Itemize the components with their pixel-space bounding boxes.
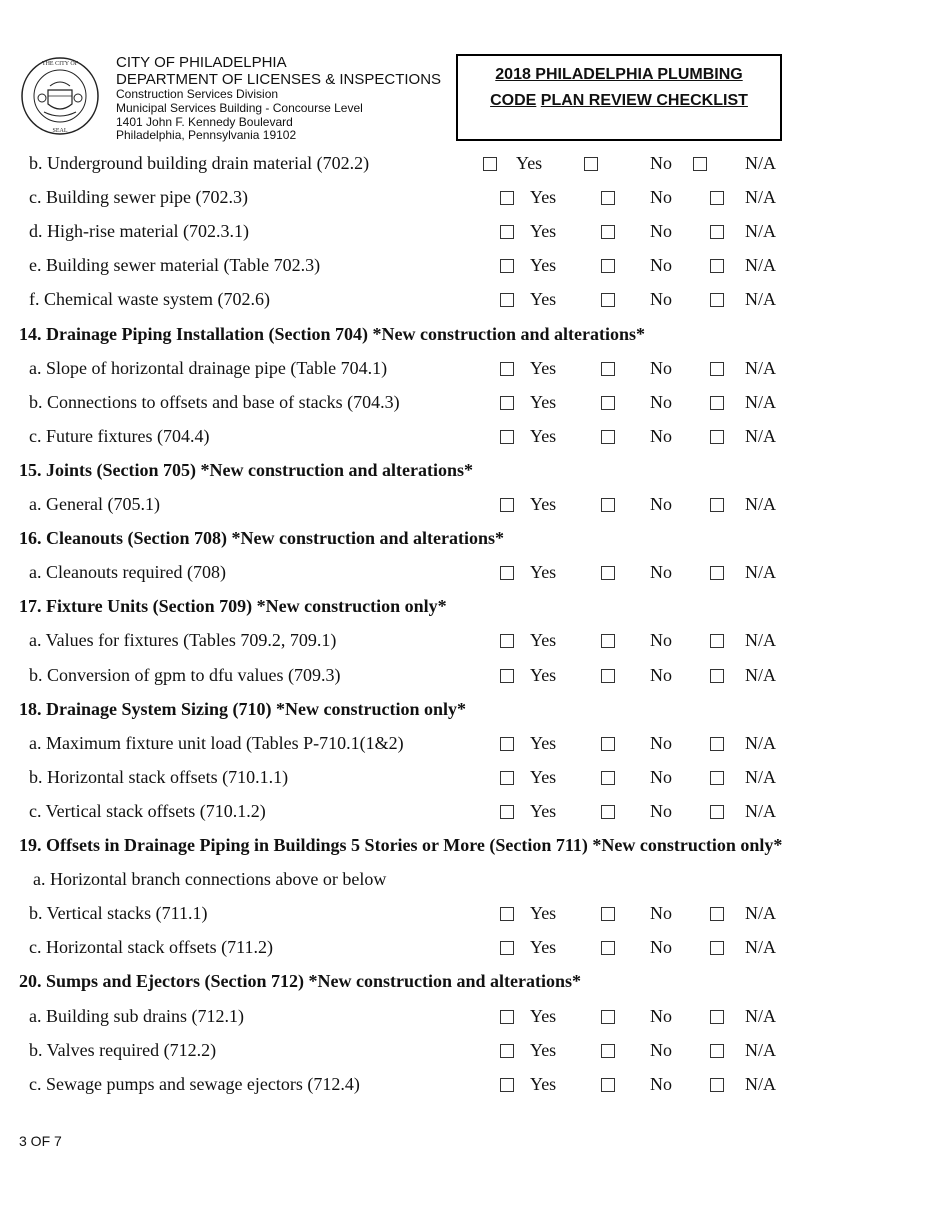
na-option-label: N/A (745, 1074, 776, 1094)
checklist-row (0, 767, 950, 797)
na-option-label: N/A (745, 392, 776, 412)
item-label: a. Maximum fixture unit load (Tables P-710.1(1&2) (29, 733, 404, 753)
no-checkbox[interactable] (601, 225, 615, 239)
yes-checkbox[interactable] (500, 191, 514, 205)
na-option-label: N/A (745, 426, 776, 446)
item-label: b. Vertical stacks (711.1) (29, 903, 208, 923)
item-label: c. Building sewer pipe (702.3) (29, 187, 248, 207)
street-address: 1401 John F. Kennedy Boulevard (116, 114, 293, 129)
no-option-label: No (650, 289, 672, 309)
yes-checkbox[interactable] (500, 293, 514, 307)
yes-option-label: Yes (530, 426, 557, 446)
na-option-label: N/A (745, 562, 776, 582)
section-heading (0, 971, 950, 1001)
no-option-label: No (650, 494, 672, 514)
section-heading-text: 20. Sumps and Ejectors (Section 712) *New construction and alterations* (19, 971, 581, 991)
no-option-label: No (650, 767, 672, 787)
checklist-row (0, 1006, 950, 1036)
item-label: c. Horizontal stack offsets (711.2) (29, 937, 273, 957)
na-option-label: N/A (745, 358, 776, 378)
na-checkbox[interactable] (710, 191, 724, 205)
item-label: c. Future fixtures (704.4) (29, 426, 210, 446)
checklist-row (0, 221, 950, 251)
item-label: a. Building sub drains (712.1) (29, 1006, 244, 1026)
yes-checkbox[interactable] (500, 1078, 514, 1092)
na-option-label: N/A (745, 733, 776, 753)
item-label: c. Sewage pumps and sewage ejectors (712.4) (29, 1074, 360, 1094)
na-checkbox[interactable] (710, 293, 724, 307)
section-heading-text: 15. Joints (Section 705) *New construction and alterations* (19, 460, 473, 480)
yes-option-label: Yes (530, 1074, 557, 1094)
item-label: f. Chemical waste system (702.6) (29, 289, 270, 309)
na-option-label: N/A (745, 801, 776, 821)
na-option-label: N/A (745, 630, 776, 650)
checklist-row (0, 562, 950, 592)
no-option-label: No (650, 187, 672, 207)
na-checkbox[interactable] (710, 634, 724, 648)
yes-option-label: Yes (530, 801, 557, 821)
checklist-row (0, 665, 950, 695)
yes-option-label: Yes (530, 187, 557, 207)
section-heading (0, 596, 950, 626)
yes-checkbox[interactable] (500, 634, 514, 648)
svg-text:THE CITY OF: THE CITY OF (41, 61, 79, 67)
no-option-label: No (650, 937, 672, 957)
section-heading-text: 16. Cleanouts (Section 708) *New construction and alterations* (19, 528, 504, 548)
checklist-row (0, 801, 950, 831)
item-label: e. Building sewer material (Table 702.3) (29, 255, 321, 275)
na-checkbox[interactable] (710, 225, 724, 239)
na-checkbox[interactable] (710, 1044, 724, 1058)
na-checkbox[interactable] (710, 771, 724, 785)
item-label: a. Slope of horizontal drainage pipe (Table 704.1) (29, 358, 388, 378)
yes-checkbox[interactable] (483, 157, 497, 171)
na-option-label: N/A (745, 255, 776, 275)
section-heading-text: 14. Drainage Piping Installation (Section 704) *New construction and alterations* (19, 324, 646, 344)
yes-option-label: Yes (530, 767, 557, 787)
na-checkbox[interactable] (710, 259, 724, 273)
na-checkbox[interactable] (710, 1010, 724, 1024)
checklist-row (0, 187, 950, 217)
yes-option-label: Yes (530, 289, 557, 309)
item-label: b. Underground building drain material (702.2) (29, 153, 370, 173)
document-title-line2: PLAN REVIEW CHECKLIST (540, 92, 748, 109)
no-option-label: No (650, 392, 672, 412)
item-label: a. General (705.1) (29, 494, 160, 514)
yes-option-label: Yes (530, 562, 557, 582)
checklist-row (0, 869, 950, 899)
yes-option-label: Yes (530, 494, 557, 514)
no-option-label: No (650, 1074, 672, 1094)
na-checkbox[interactable] (710, 941, 724, 955)
yes-checkbox[interactable] (500, 430, 514, 444)
no-checkbox[interactable] (601, 396, 615, 410)
item-label: b. Conversion of gpm to dfu values (709.3) (29, 665, 341, 685)
yes-checkbox[interactable] (500, 771, 514, 785)
yes-checkbox[interactable] (500, 941, 514, 955)
na-option-label: N/A (745, 903, 776, 923)
no-checkbox[interactable] (601, 941, 615, 955)
na-checkbox[interactable] (693, 157, 707, 171)
yes-option-label: Yes (530, 665, 557, 685)
item-label: b. Valves required (712.2) (29, 1040, 217, 1060)
na-option-label: N/A (745, 221, 776, 241)
yes-option-label: Yes (530, 358, 557, 378)
yes-checkbox[interactable] (500, 498, 514, 512)
item-label: d. High-rise material (702.3.1) (29, 221, 249, 241)
division-name: Construction Services Division (116, 87, 279, 101)
no-checkbox[interactable] (601, 907, 615, 921)
svg-text:SEAL: SEAL (52, 128, 68, 134)
yes-checkbox[interactable] (500, 737, 514, 751)
checklist-row (0, 358, 950, 388)
yes-option-label: Yes (530, 733, 557, 753)
document-title-line1: 2018 PHILADELPHIA PLUMBING (495, 66, 743, 83)
checklist-row (0, 630, 950, 660)
no-checkbox[interactable] (601, 498, 615, 512)
no-checkbox[interactable] (601, 1010, 615, 1024)
yes-checkbox[interactable] (500, 225, 514, 239)
no-option-label: No (650, 1040, 672, 1060)
yes-option-label: Yes (530, 1006, 557, 1026)
yes-checkbox[interactable] (500, 396, 514, 410)
yes-option-label: Yes (516, 153, 543, 173)
item-label: b. Connections to offsets and base of stacks (704.3) (29, 392, 400, 412)
na-checkbox[interactable] (710, 362, 724, 376)
section-heading-text: 18. Drainage System Sizing (710) *New construction only* (19, 699, 466, 719)
na-checkbox[interactable] (710, 907, 724, 921)
no-option-label: No (650, 562, 672, 582)
yes-checkbox[interactable] (500, 907, 514, 921)
checklist-row (0, 903, 950, 933)
na-option-label: N/A (745, 1040, 776, 1060)
na-checkbox[interactable] (710, 805, 724, 819)
checklist-row (0, 289, 950, 319)
na-checkbox[interactable] (710, 737, 724, 751)
building-name: Municipal Services Building - Concourse Level (116, 100, 363, 115)
no-checkbox[interactable] (601, 1078, 615, 1092)
no-checkbox[interactable] (601, 771, 615, 785)
no-checkbox[interactable] (601, 669, 615, 683)
na-checkbox[interactable] (710, 669, 724, 683)
department-name: DEPARTMENT OF LICENSES & INSPECTIONS (116, 70, 442, 88)
section-heading (0, 528, 950, 558)
no-checkbox[interactable] (601, 259, 615, 273)
seal-icon (20, 56, 100, 136)
item-label: a. Cleanouts required (708) (29, 562, 226, 582)
yes-checkbox[interactable] (500, 805, 514, 819)
city-name: CITY OF PHILADELPHIA (116, 54, 287, 71)
item-label: b. Horizontal stack offsets (710.1.1) (29, 767, 289, 787)
agency-address (116, 55, 441, 143)
na-option-label: N/A (745, 1006, 776, 1026)
no-checkbox[interactable] (601, 805, 615, 819)
section-heading-text: 19. Offsets in Drainage Piping in Buildings 5 Stories or More (Section 711) *New construction only* (19, 835, 783, 855)
no-checkbox[interactable] (601, 430, 615, 444)
yes-option-label: Yes (530, 255, 557, 275)
section-heading (0, 324, 950, 354)
yes-checkbox[interactable] (500, 566, 514, 580)
document-title-code: CODE (490, 92, 537, 109)
page-number: 3 OF 7 (19, 1133, 62, 1149)
no-checkbox[interactable] (601, 191, 615, 205)
no-option-label: No (650, 903, 672, 923)
no-checkbox[interactable] (601, 362, 615, 376)
yes-checkbox[interactable] (500, 669, 514, 683)
na-checkbox[interactable] (710, 396, 724, 410)
section-heading (0, 699, 950, 729)
na-option-label: N/A (745, 289, 776, 309)
section-heading-text: 17. Fixture Units (Section 709) *New construction only* (19, 596, 447, 616)
city-seal (20, 56, 100, 136)
checklist-row (0, 1040, 950, 1070)
item-label: c. Vertical stack offsets (710.1.2) (29, 801, 266, 821)
item-label: a. Horizontal branch connections above or below (33, 869, 387, 889)
no-checkbox[interactable] (601, 566, 615, 580)
checklist-row (0, 255, 950, 285)
no-option-label: No (650, 630, 672, 650)
checklist-row (0, 1074, 950, 1104)
no-option-label: No (650, 733, 672, 753)
no-option-label: No (650, 221, 672, 241)
yes-option-label: Yes (530, 392, 557, 412)
no-option-label: No (650, 255, 672, 275)
no-option-label: No (650, 153, 672, 173)
na-option-label: N/A (745, 665, 776, 685)
na-option-label: N/A (745, 153, 776, 173)
na-checkbox[interactable] (710, 498, 724, 512)
checklist-row (0, 733, 950, 763)
no-option-label: No (650, 665, 672, 685)
yes-checkbox[interactable] (500, 362, 514, 376)
no-option-label: No (650, 801, 672, 821)
na-option-label: N/A (745, 187, 776, 207)
na-checkbox[interactable] (710, 430, 724, 444)
no-option-label: No (650, 426, 672, 446)
yes-checkbox[interactable] (500, 259, 514, 273)
yes-option-label: Yes (530, 630, 557, 650)
yes-option-label: Yes (530, 937, 557, 957)
checklist-row (0, 153, 950, 183)
checklist-row (0, 392, 950, 422)
na-option-label: N/A (745, 494, 776, 514)
yes-option-label: Yes (530, 1040, 557, 1060)
section-heading (0, 835, 950, 865)
na-option-label: N/A (745, 767, 776, 787)
checklist-row (0, 494, 950, 524)
no-checkbox[interactable] (584, 157, 598, 171)
item-label: a. Values for fixtures (Tables 709.2, 709.1) (29, 630, 337, 650)
document-title-box (456, 54, 782, 141)
yes-checkbox[interactable] (500, 1044, 514, 1058)
no-checkbox[interactable] (601, 634, 615, 648)
checklist-row (0, 937, 950, 967)
na-checkbox[interactable] (710, 566, 724, 580)
yes-option-label: Yes (530, 221, 557, 241)
no-option-label: No (650, 358, 672, 378)
city-state-zip: Philadelphia, Pennsylvania 19102 (116, 128, 297, 143)
na-checkbox[interactable] (710, 1078, 724, 1092)
checklist-row (0, 426, 950, 456)
section-heading (0, 460, 950, 490)
no-checkbox[interactable] (601, 737, 615, 751)
no-option-label: No (650, 1006, 672, 1026)
yes-option-label: Yes (530, 903, 557, 923)
yes-checkbox[interactable] (500, 1010, 514, 1024)
no-checkbox[interactable] (601, 293, 615, 307)
na-option-label: N/A (745, 937, 776, 957)
no-checkbox[interactable] (601, 1044, 615, 1058)
